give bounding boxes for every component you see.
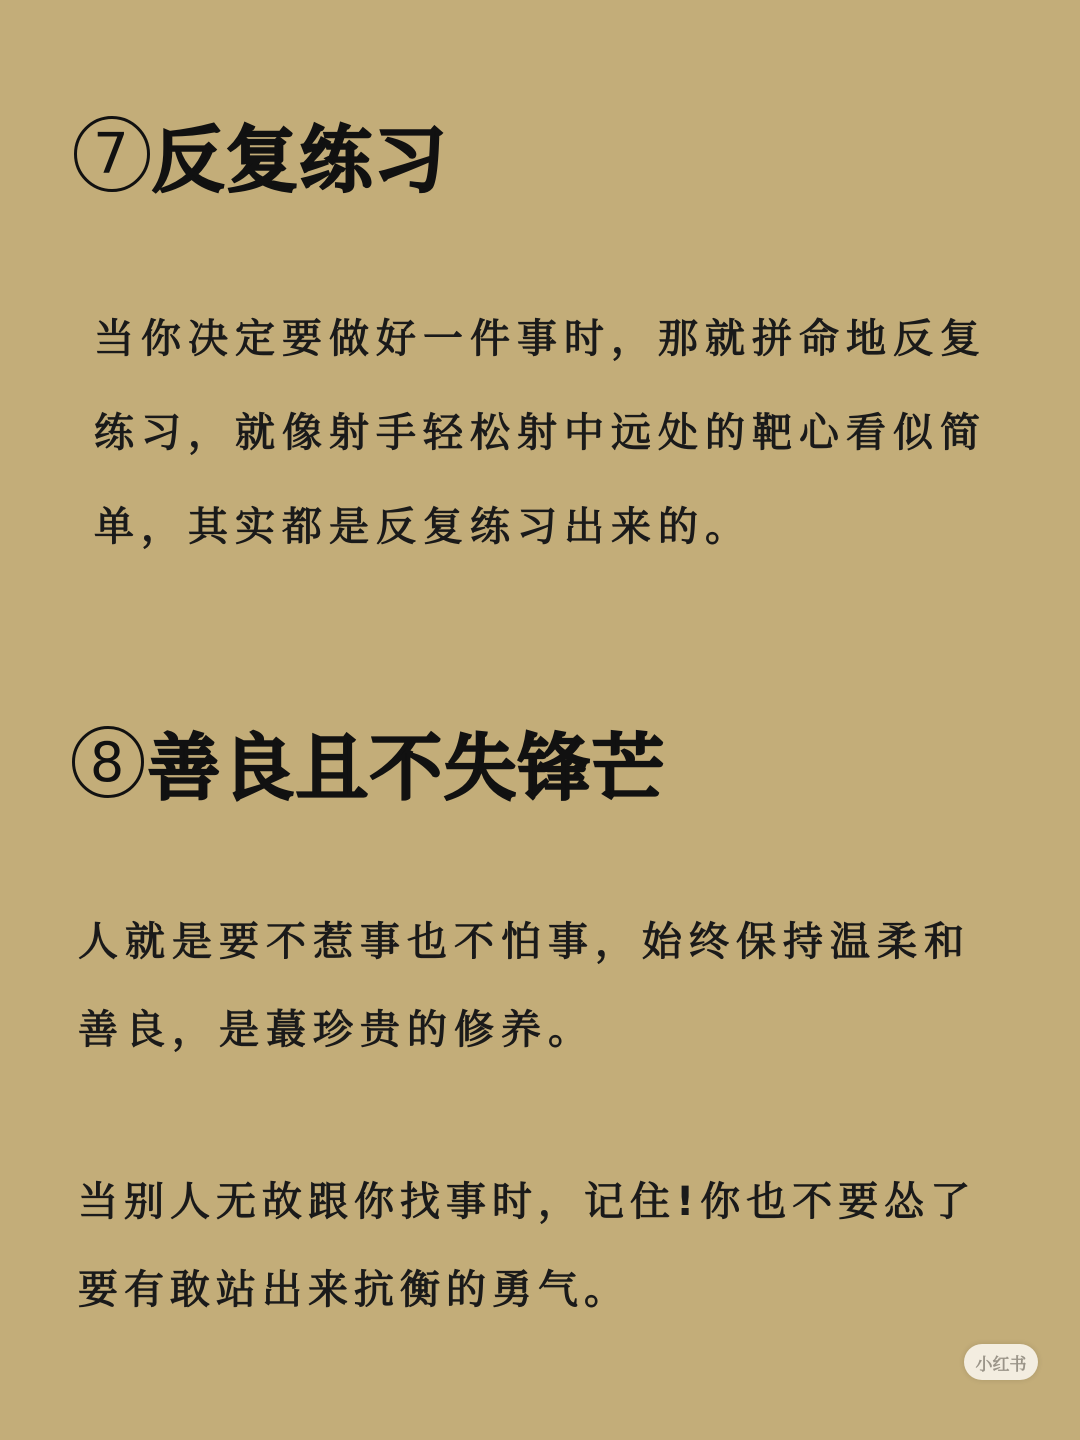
section-8-paragraph-1-line: 人就是要不惹事也不怕事，始终保持温柔和 — [78, 919, 971, 965]
section-8-number-circle: 8 — [72, 726, 144, 798]
section-7-body — [94, 292, 987, 574]
section-7-number-circle: 7 — [74, 116, 150, 192]
section-8-paragraph-1-line: 善良，是蕞珍贵的修养。 — [78, 1007, 595, 1053]
section-8-paragraph-2-line: 当别人无故跟你找事时，记住!你也不要怂了 — [78, 1179, 977, 1225]
section-8-paragraph-2-line: 要有敢站出来抗衡的勇气。 — [78, 1267, 630, 1313]
section-8-paragraph-2 — [78, 1158, 976, 1334]
section-7-body-line: 练习，就像射手轻松射中远处的靶心看似简 — [94, 410, 987, 456]
section-8-paragraph-1 — [78, 898, 971, 1074]
section-8-heading — [72, 720, 667, 810]
section-7-body-line: 单，其实都是反复练习出来的。 — [94, 504, 752, 550]
section-7-title: 反复练习 — [152, 118, 449, 202]
xiaohongshu-watermark-badge: 小红书 — [964, 1344, 1038, 1380]
section-8-title: 善良且不失锋芒 — [148, 726, 667, 810]
section-7-heading — [74, 112, 449, 202]
section-7-body-line: 当你决定要做好一件事时，那就拼命地反复 — [94, 316, 987, 362]
